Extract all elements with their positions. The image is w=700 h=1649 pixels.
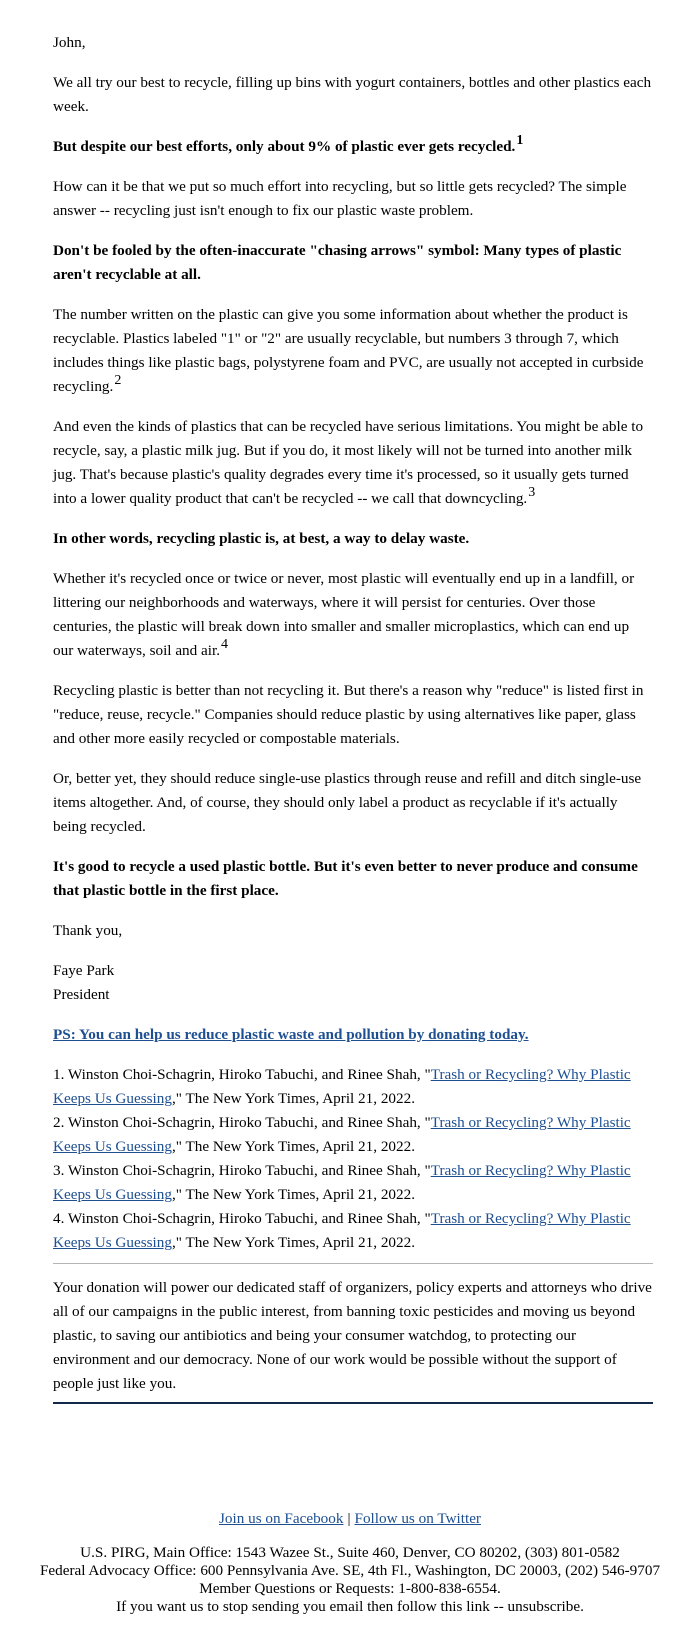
paragraph-downcycling-text: And even the kinds of plastics that can be recycled have serious limitations. You might be able to recycle, say, a plastic milk jug. But if you do, it most likely will not be turned into another milk jug. That's because plastic's quality degrades every time it's processed, so it usually gets turned into a lower quality product that can't be recycled -- we call that downcycling. bbox=[53, 418, 644, 507]
paragraph-nine-percent bbox=[53, 135, 653, 159]
social-links bbox=[38, 1510, 662, 1528]
footnote-ref-2: 2 bbox=[114, 373, 122, 388]
ps-line bbox=[53, 1023, 653, 1047]
footnote-ref-3: 3 bbox=[528, 485, 536, 500]
unsubscribe-line[interactable]: If you want us to stop sending you email then follow this link -- unsubscribe. bbox=[116, 1598, 584, 1615]
reference-suffix: ," The New York Times, April 21, 2022. bbox=[171, 1138, 416, 1155]
donation-paragraph: Your donation will power our dedicated staff of organizers, policy experts and attorneys who drive all of our campaigns in the public interest, from banning toxic pesticides and moving us beyond plastic, to saving our antibiotics and being your consumer watchdog, to protecting our environment and our democracy. None of our work would be possible without the support of people just like you. bbox=[53, 1276, 653, 1404]
salutation: John, bbox=[53, 34, 86, 51]
paragraph-chasing-arrows: Don't be fooled by the often-inaccurate "chasing arrows" symbol: Many types of plastic aren't recyclable at all. bbox=[53, 242, 622, 283]
signature bbox=[53, 959, 653, 1007]
footnote-ref-4: 4 bbox=[221, 637, 229, 652]
email-body bbox=[53, 31, 653, 1420]
reference-prefix: Winston Choi-Schagrin, Hiroko Tabuchi, and Rinee Shah, " bbox=[67, 1114, 431, 1131]
reference-link[interactable]: Trash or Recycling? Why Plastic Keeps Us Guessing bbox=[53, 1066, 631, 1107]
reference-item bbox=[53, 1207, 653, 1255]
reference-link[interactable]: Trash or Recycling? Why Plastic Keeps Us Guessing bbox=[53, 1210, 631, 1251]
closing: Thank you, bbox=[53, 922, 123, 939]
paragraph-plastic-numbers-text: The number written on the plastic can give you some information about whether the product is recyclable. Plastics labeled "1" or "2" are usually recyclable, but numbers 3 through 7, which includes things like plastic bags, polystyrene foam and PVC, are usually not accepted in curbside recycling. bbox=[53, 306, 644, 395]
ps-donate-link[interactable]: PS: You can help us reduce plastic waste and pollution by donating today. bbox=[53, 1026, 529, 1043]
reference-prefix: Winston Choi-Schagrin, Hiroko Tabuchi, and Rinee Shah, " bbox=[67, 1162, 431, 1179]
paragraph-reduce: Recycling plastic is better than not recycling it. But there's a reason why "reduce" is listed first in "reduce, reuse, recycle." Companies should reduce plastic by using alternatives like paper, glass and other more easily recycled or compostable materials. bbox=[53, 682, 644, 747]
main-office-address: U.S. PIRG, Main Office: 1543 Wazee St., Suite 460, Denver, CO 80202, (303) 801-0582 bbox=[80, 1544, 620, 1561]
paragraph-reuse-refill: Or, better yet, they should reduce single-use plastics through reuse and refill and ditch single-use items altogether. And, of course, they should only label a product as recyclable if it's actually being recycled. bbox=[53, 770, 642, 835]
reference-number: 2. bbox=[53, 1114, 65, 1131]
reference-prefix: Winston Choi-Schagrin, Hiroko Tabuchi, and Rinee Shah, " bbox=[67, 1066, 431, 1083]
reference-item bbox=[53, 1159, 653, 1207]
paragraph-plastic-bottle: It's good to recycle a used plastic bottle. But it's even better to never produce and consume that plastic bottle in the first place. bbox=[53, 858, 638, 899]
twitter-link[interactable]: Follow us on Twitter bbox=[354, 1510, 481, 1527]
member-questions: Member Questions or Requests: 1-800-838-6554. bbox=[199, 1580, 501, 1597]
reference-link[interactable]: Trash or Recycling? Why Plastic Keeps Us Guessing bbox=[53, 1162, 631, 1203]
reference-item bbox=[53, 1063, 653, 1111]
paragraph-nine-percent-text: But despite our best efforts, only about 9% of plastic ever gets recycled. bbox=[53, 138, 516, 155]
footnote-ref-1: 1 bbox=[516, 133, 524, 148]
paragraph-downcycling bbox=[53, 415, 653, 511]
paragraph-simple-answer: How can it be that we put so much effort into recycling, but so little gets recycled? The simple answer -- recycling just isn't enough to fix our plastic waste problem. bbox=[53, 178, 627, 219]
reference-link[interactable]: Trash or Recycling? Why Plastic Keeps Us Guessing bbox=[53, 1114, 631, 1155]
reference-suffix: ," The New York Times, April 21, 2022. bbox=[171, 1090, 416, 1107]
references-list bbox=[53, 1063, 653, 1255]
paragraph-intro: We all try our best to recycle, filling up bins with yogurt containers, bottles and other plastics each week. bbox=[53, 74, 652, 115]
reference-item bbox=[53, 1111, 653, 1159]
signature-name: Faye Park bbox=[53, 962, 115, 979]
facebook-link[interactable]: Join us on Facebook bbox=[219, 1510, 344, 1527]
reference-number: 4. bbox=[53, 1210, 65, 1227]
reference-suffix: ," The New York Times, April 21, 2022. bbox=[171, 1186, 416, 1203]
reference-number: 3. bbox=[53, 1162, 65, 1179]
reference-suffix: ," The New York Times, April 21, 2022. bbox=[171, 1234, 416, 1251]
divider bbox=[53, 1263, 653, 1264]
footer bbox=[38, 1510, 662, 1616]
social-separator: | bbox=[347, 1510, 351, 1527]
reference-number: 1. bbox=[53, 1066, 65, 1083]
paragraph-plastic-numbers bbox=[53, 303, 653, 399]
reference-prefix: Winston Choi-Schagrin, Hiroko Tabuchi, and Rinee Shah, " bbox=[67, 1210, 431, 1227]
paragraph-delay-waste: In other words, recycling plastic is, at best, a way to delay waste. bbox=[53, 530, 470, 547]
federal-office-address: Federal Advocacy Office: 600 Pennsylvania Ave. SE, 4th Fl., Washington, DC 20003, (202) 546-9707 bbox=[39, 1562, 661, 1579]
paragraph-microplastics-text: Whether it's recycled once or twice or never, most plastic will eventually end up in a landfill, or littering our neighborhoods and waterways, where it will persist for centuries. Over those centuries, the plastic will break down into smaller and smaller microplastics, which can end up our waterways, soil and air. bbox=[53, 570, 635, 659]
signature-title: President bbox=[53, 986, 110, 1003]
paragraph-microplastics bbox=[53, 567, 653, 663]
